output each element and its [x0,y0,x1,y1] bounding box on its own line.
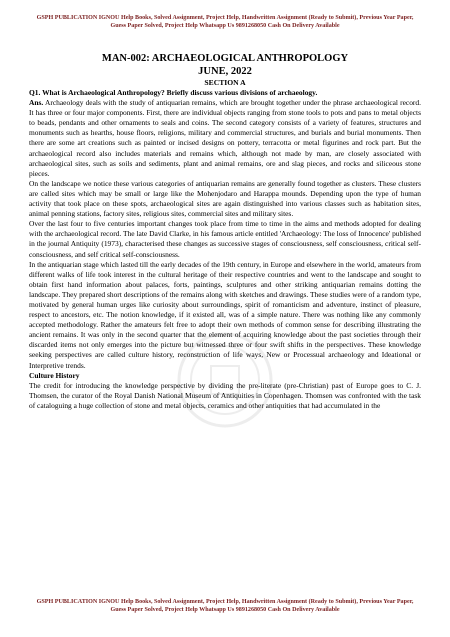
answer-paragraph [29,98,421,179]
body-paragraph: Over the last four to five centuries important changes took place from time to time in the aims and methods adopted for dealing with the archaeological record. The late David Clarke, in his famous article entitled 'Archaeology: The loss of Innocence' published in the journal Antiquity (1973), characterised these changes as successive stages of consciousness, self consciousness, critical self-consciousness, and self critical self-consciousness. [29,219,421,259]
question-text: Q1. What is Archaeological Anthropology? Briefly discuss various divisions of archaeology. [29,88,318,97]
footer-banner: GSPH PUBLICATION IGNOU Help Books, Solved Assignment, Project Help, Handwritten Assignment (Ready to Submit), Previous Year Paper, Guess Paper Solved, Project Help Whatsapp Us 9891268050 Cash On Delivery Available [36,599,414,614]
answer-text: Archaeology deals with the study of antiquarian remains, which are brought together under the phrase archaeological record. It has three or four major components. First, there are individual objects ranging from stone tools to pots and pans to metal objects to beads, pendants and other ornaments to seals and coins. The second category consists of a variety of features, structures and monuments such as hearths, house floors, religions, military and commercial structures, and burials and burial monuments. Then there are some art creations such as painted or incised designs on pottery, terracotta or metal figurines and rock part. But the archaeological record also includes materials and remains which, although not made by man, are closely associated with archaeological sites, such as soils and sediments, plant and animal remains, ore and slag pieces, and rocks and siliceous stone pieces. [29,98,421,178]
subheading-culture-history: Culture History [29,370,80,380]
document-title: MAN-002: ARCHAEOLOGICAL ANTHROPOLOGY [101,53,349,64]
body-paragraph: In the antiquarian stage which lasted till the early decades of the 19th century, in Europe and elsewhere in the world, amateurs from different walks of life took interest in the cultural heritage of their respective countries and went to the landscape and sought to obtain first hand information about palaces, forts, paintings, sculptures and other striking antiquarian remains dotting the landscape. They prepared short descriptions of the remains along with sketches and drawings. These studies were of a random type, motivated by general human urges like curiosity about surroundings, spirit of romanticism and adventure, instinct of pleasure, respect to ancestors, etc. The notion knowledge, if it existed all, was of a simple nature. There was nothing like any commonly accepted methodology. Rather the amateurs felt free to adopt their own methods of common sense for describing illustrating the ancient remains. It was only in the second quarter that the element of acquiring knowledge about the past societies through their discarded items not only emerges into the picture but witnessed three or four swift shifts in the perspectives. These knowledge seeking perspectives are called culture history, reconstruction of life ways, New or Processual archaeology and Ideational or Interpretive trends. [29,259,421,370]
document-body [29,52,421,411]
body-paragraph: On the landscape we notice these various categories of antiquarian remains are generally found together as clusters. These clusters are called sites which may be small or large like the Mohenjodaro and Harappa mounds. Depending upon the type of human activity that took place on these spots, archaeological sites are again distinguished into various classes such as habitation sites, animal penning stations, factory sites, religious sites, commercial sites and military sites. [29,178,421,219]
exam-session: JUNE, 2022 [198,66,252,77]
section-heading: SECTION A [204,78,246,87]
answer-label: Ans. [29,98,44,108]
body-paragraph: The credit for introducing the knowledge perspective by dividing the pre-literate (pre-Christian) past of Europe goes to C. J. Thomsen, the curator of the Royal Danish National Museum of Antiquities in Copenhagen. Thomsen was confronted with the task of cataloguing a huge collection of stone and metal objects, ceramics and other antiquities that had accumulated in the [29,380,421,410]
header-banner: GSPH PUBLICATION IGNOU Help Books, Solved Assignment, Project Help, Handwritten Assignment (Ready to Submit), Previous Year Paper, Guess Paper Solved, Project Help Whatsapp Us 9891268050 Cash On Delivery Available [36,15,414,30]
